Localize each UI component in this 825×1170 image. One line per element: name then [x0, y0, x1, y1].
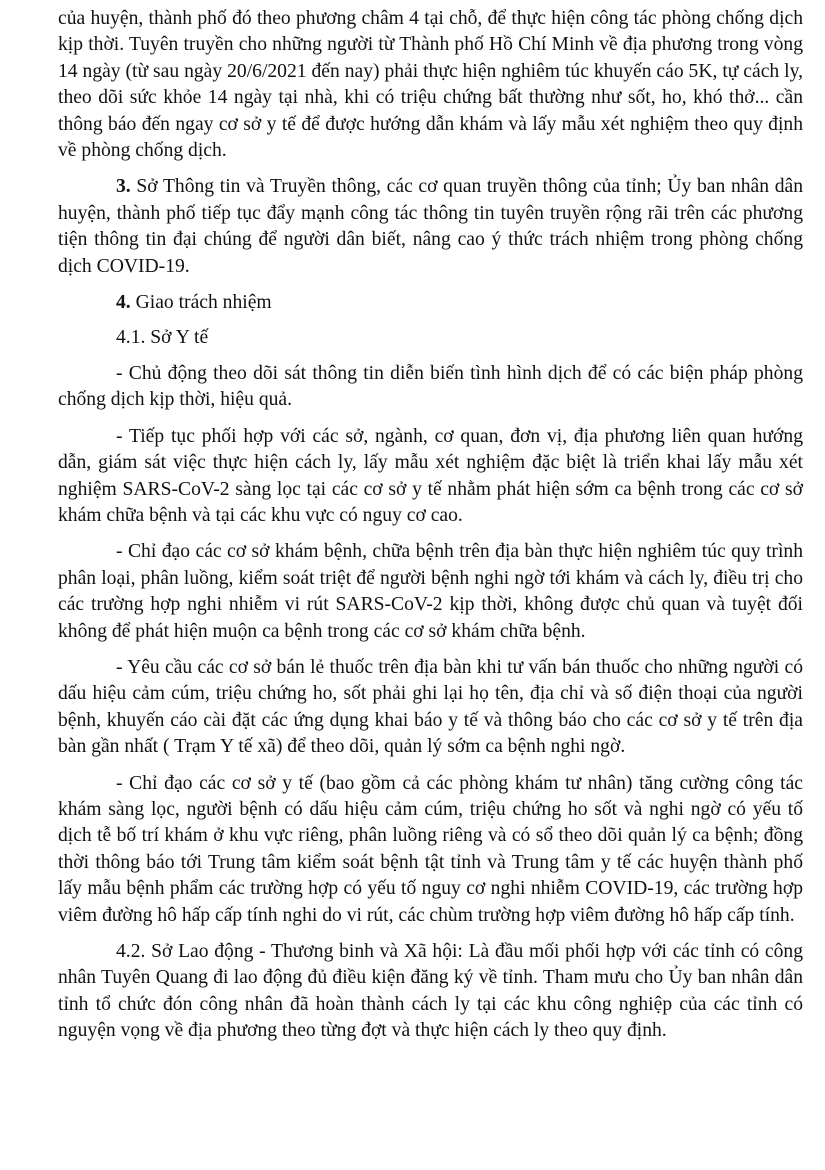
paragraph-4-2: 4.2. Sở Lao động - Thương binh và Xã hội: Là đầu mối phối hợp với các tỉnh có công nhân Tuyên Quang đi lao động đủ điều kiện đăng ký về tỉnh. Tham mưu cho Ủy ban nhân dân tỉnh tổ chức đón công nhân đã hoàn thành cách ly tại các khu công nghiệp của các tỉnh có nguyện vọng về địa phương theo từng đợt và thực hiện cách ly theo quy định. — [58, 941, 803, 1042]
section-heading-text: Giao trách nhiệm — [135, 292, 272, 314]
section-text: Sở Thông tin và Truyền thông, các cơ quan truyền thông của tỉnh; Ủy ban nhân dân huyện, thành phố tiếp tục đẩy mạnh công tác thông tin tuyên truyền rộng rãi trên các phương tiện thông tin đại chúng để người dân biết, nâng cao ý thức trách nhiệm trong phòng chống dịch COVID-19. — [58, 176, 803, 277]
bullet-paragraph: - Yêu cầu các cơ sở bán lẻ thuốc trên địa bàn khi tư vấn bán thuốc cho những người có dấu hiệu cảm cúm, triệu chứng ho, sốt phải ghi lại họ tên, địa chỉ và số điện thoại của người bệnh, khuyến cáo cài đặt các ứng dụng khai báo y tế và thông báo cho các cơ sở y tế trên địa bàn gần nhất ( Trạm Y tế xã) để theo dõi, quản lý sớm ca bệnh nghi ngờ. — [58, 656, 803, 758]
bullet-paragraph: - Chỉ đạo các cơ sở y tế (bao gồm cả các phòng khám tư nhân) tăng cường công tác khám sàng lọc, người bệnh có dấu hiệu cảm cúm, triệu chứng ho sốt và nghi ngờ có yếu tố dịch tễ bố trí khám ở khu vực riêng, phân luồng riêng và có sổ theo dõi quản lý ca bệnh; đồng thời thông báo tới Trung tâm kiểm soát bệnh tật tỉnh và Trung tâm y tế các huyện thành phố lấy mẫu bệnh phẩm các trường hợp có yếu tố nguy cơ nghi nhiễm COVID-19, các trường hợp viêm đường hô hấp cấp tính nghi do vi rút, các chùm trường hợp viêm đường hô hấp cấp tính. — [58, 772, 803, 926]
subheading-4-1: 4.1. Sở Y tế — [116, 327, 209, 349]
bullet-paragraph: - Chủ động theo dõi sát thông tin diễn biến tình hình dịch để có các biện pháp phòng chống dịch kịp thời, hiệu quả. — [58, 362, 803, 411]
section-number: 4. — [116, 292, 131, 314]
section-number: 3. — [116, 176, 131, 198]
paragraph-continuation: của huyện, thành phố đó theo phương châm 4 tại chỗ, để thực hiện công tác phòng chống dịch kịp thời. Tuyên truyền cho những người từ Thành phố Hồ Chí Minh về địa phương trong vòng 14 ngày (từ sau ngày 20/6/2021 đến nay) phải thực hiện nghiêm túc khuyến cáo 5K, tự cách ly, theo dõi sức khỏe 14 ngày tại nhà, khi có triệu chứng bất thường như sốt, ho, khó thở... cần thông báo đến ngay cơ sở y tế để được hướng dẫn khám và lấy mẫu xét nghiệm theo quy định về phòng chống dịch. — [58, 8, 803, 162]
paragraph-section-3 — [58, 174, 803, 280]
bullet-paragraph: - Tiếp tục phối hợp với các sở, ngành, cơ quan, đơn vị, địa phương liên quan hướng dẫn, giám sát việc thực hiện cách ly, lấy mẫu xét nghiệm đặc biệt là triển khai lấy mẫu xét nghiệm SARS-CoV-2 sàng lọc tại các cơ sở y tế nhằm phát hiện sớm ca bệnh trong các cơ sở khám chữa bệnh và tại các khu vực có nguy cơ cao. — [58, 425, 803, 526]
heading-section-4 — [58, 290, 803, 316]
bullet-paragraph: - Chỉ đạo các cơ sở khám bệnh, chữa bệnh trên địa bàn thực hiện nghiêm túc quy trình phân loại, phân luồng, kiểm soát triệt để người bệnh nghi ngờ tới khám và cách ly, điều trị cho các trường hợp nghi nhiễm vi rút SARS-CoV-2 kịp thời, không được chủ quan và tuyệt đối không để phát hiện muộn ca bệnh trong các cơ sở khám chữa bệnh. — [58, 541, 803, 642]
